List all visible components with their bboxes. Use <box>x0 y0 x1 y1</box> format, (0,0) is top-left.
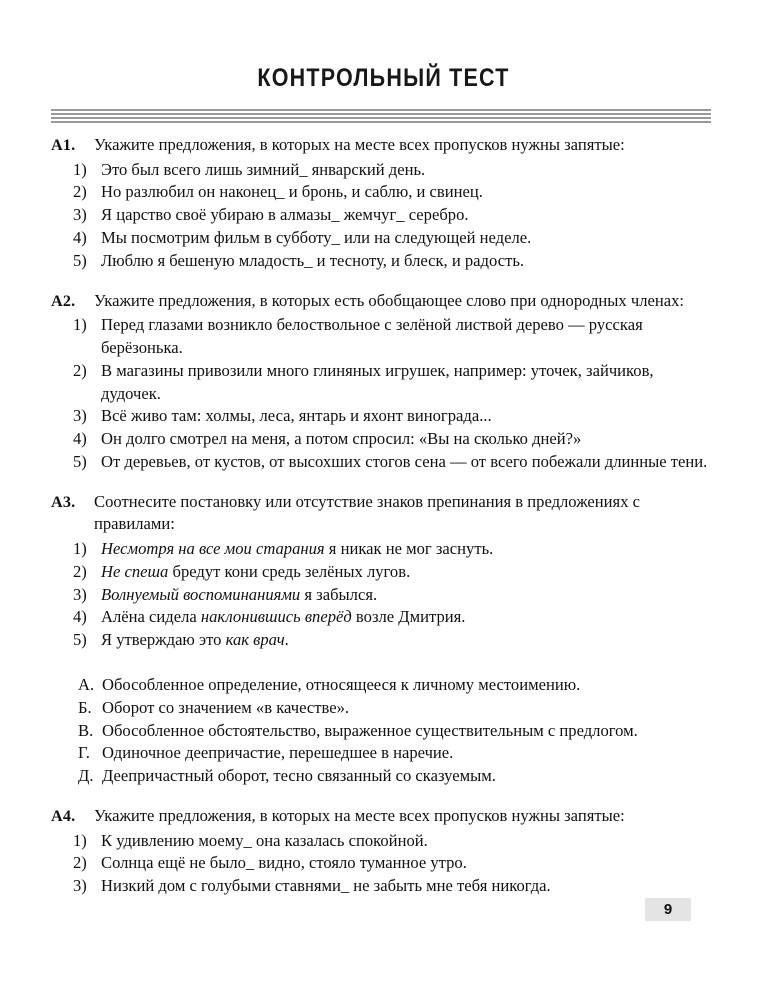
question-block-a1 <box>51 134 711 273</box>
option-number: 1) <box>73 315 87 335</box>
question-a1-heading <box>51 134 711 157</box>
option-number: 3) <box>73 205 87 225</box>
rule-text: Обособленное определение, относящееся к личному местоимению. <box>102 674 581 694</box>
rule-text: Обособленное обстоятельство, выраженное существительным с предлогом. <box>102 720 638 740</box>
option-number: 4) <box>73 429 87 449</box>
option-number: 3) <box>73 406 87 426</box>
option-text-italic: Несмотря на все мои старания <box>101 538 325 558</box>
option-item[interactable] <box>51 405 711 428</box>
page-number: 9 <box>663 901 673 918</box>
question-a3-options <box>51 538 711 652</box>
option-number: 2) <box>73 561 87 581</box>
option-number: 2) <box>73 360 87 380</box>
option-text: Мы посмотрим фильм в субботу_ или на следующей неделе. <box>101 227 532 247</box>
rule-item[interactable] <box>51 765 711 788</box>
option-text-italic: наклонившись вперёд <box>200 607 352 627</box>
option-number: 1) <box>73 538 87 558</box>
option-item[interactable] <box>51 250 711 273</box>
option-text: Но разлюбил он наконец_ и бронь, и саблю, и свинец. <box>101 182 483 202</box>
option-text: . <box>284 630 289 650</box>
option-text-pre: Алёна сидела <box>101 607 201 627</box>
option-item[interactable] <box>51 360 711 406</box>
question-block-a2 <box>51 290 711 474</box>
option-number: 5) <box>73 451 87 471</box>
option-text: От деревьев, от кустов, от высохших стогов сена — от всего побежали длинные тени. <box>101 451 708 471</box>
rule-letter: А. <box>78 674 95 694</box>
option-item[interactable] <box>51 875 711 898</box>
option-number: 2) <box>73 853 87 873</box>
option-item[interactable] <box>51 451 711 474</box>
question-a3-rule-list <box>51 674 711 788</box>
question-a4-label: А4. <box>51 806 76 825</box>
option-item[interactable] <box>51 830 711 853</box>
test-content <box>51 134 711 898</box>
option-text: Солнца ещё не было_ видно, стояло туманное утро. <box>101 853 467 873</box>
option-text-italic: Не спеша <box>101 561 169 581</box>
divider-line-4 <box>51 121 711 123</box>
option-item[interactable] <box>51 584 711 607</box>
rules-gap <box>51 652 711 674</box>
option-text: я забылся. <box>300 584 378 604</box>
question-block-a3 <box>51 491 711 788</box>
option-text: Люблю я бешеную младость_ и тесноту, и блеск, и радость. <box>101 250 525 270</box>
option-number: 5) <box>73 250 87 270</box>
option-text-pre: Я утверждаю это <box>101 630 226 650</box>
rule-text: Деепричастный оборот, тесно связанный со сказуемым. <box>102 766 496 786</box>
option-item[interactable] <box>51 629 711 652</box>
question-a4-heading <box>51 805 711 828</box>
section-gap <box>51 273 711 290</box>
option-item[interactable] <box>51 227 711 250</box>
question-a3-label: А3. <box>51 492 76 511</box>
option-text: Перед глазами возникло белоствольное с зелёной листвой дерево — русская берёзонька. <box>101 315 643 357</box>
rule-letter: Б. <box>78 697 92 717</box>
rule-text: Одиночное деепричастие, перешедшее в наречие. <box>102 743 454 763</box>
option-item[interactable] <box>51 314 711 360</box>
title-divider-rule <box>51 109 711 123</box>
question-a3-heading <box>51 491 711 536</box>
question-a1-options <box>51 159 711 273</box>
option-number: 5) <box>73 630 87 650</box>
question-block-a4 <box>51 805 711 898</box>
option-text: Низкий дом с голубыми ставнями_ не забыть мне тебя никогда. <box>101 876 551 896</box>
option-number: 1) <box>73 159 87 179</box>
option-item[interactable] <box>51 181 711 204</box>
question-a2-options <box>51 314 711 474</box>
option-item[interactable] <box>51 159 711 182</box>
rule-text: Оборот со значением «в качестве». <box>102 697 350 717</box>
option-item[interactable] <box>51 561 711 584</box>
option-item[interactable] <box>51 852 711 875</box>
option-text: Он долго смотрел на меня, а потом спросил: «Вы на сколько дней?» <box>101 429 582 449</box>
divider-line-1 <box>51 109 711 111</box>
question-a4-options <box>51 830 711 898</box>
section-gap <box>51 788 711 805</box>
option-item[interactable] <box>51 538 711 561</box>
option-text: я никак не мог заснуть. <box>324 538 494 558</box>
rule-letter: В. <box>78 720 94 740</box>
page-title: КОНТРОЛЬНЫЙ ТЕСТ <box>257 64 510 92</box>
divider-line-3 <box>51 117 711 119</box>
option-number: 3) <box>73 584 87 604</box>
section-gap <box>51 474 711 491</box>
option-number: 4) <box>73 227 87 247</box>
option-text-italic: Волнуемый воспоминаниями <box>101 584 301 604</box>
question-a1-label: А1. <box>51 136 76 154</box>
rule-letter: Д. <box>78 766 94 786</box>
option-item[interactable] <box>51 204 711 227</box>
option-item[interactable] <box>51 606 711 629</box>
option-number: 3) <box>73 876 87 896</box>
rule-item[interactable] <box>51 674 711 697</box>
option-text: Это был всего лишь зимний_ январский день. <box>101 159 426 179</box>
page-number-chip <box>645 898 691 921</box>
option-text: К удивлению моему_ она казалась спокойной. <box>101 830 428 850</box>
question-a1-prompt: Укажите предложения, в которых на месте всех пропусков нужны запятые: <box>94 135 625 154</box>
option-text-italic: как врач <box>225 630 285 650</box>
option-text: В магазины привозили много глиняных игрушек, например: уточек, зайчиков, дудочек. <box>101 360 654 403</box>
option-text: Я царство своё убираю в алмазы_ жемчуг_ серебро. <box>101 205 469 225</box>
rule-item[interactable] <box>51 697 711 720</box>
divider-line-2 <box>51 113 711 115</box>
rule-item[interactable] <box>51 720 711 743</box>
option-number: 2) <box>73 182 87 202</box>
option-text: Всё живо там: холмы, леса, янтарь и яхонт винограда... <box>101 406 492 426</box>
question-a2-heading <box>51 290 711 313</box>
question-a2-label: А2. <box>51 291 76 310</box>
question-a4-prompt: Укажите предложения, в которых на месте всех пропусков нужны запятые: <box>94 805 625 825</box>
question-a3-prompt: Соотнесите постановку или отсутствие знаков препинания в предложениях с правилами: <box>94 491 641 534</box>
question-a2-prompt: Укажите предложения, в которых есть обобщающее слово при однородных членах: <box>94 290 685 310</box>
option-number: 4) <box>73 607 87 627</box>
option-text: возле Дмитрия. <box>351 607 466 627</box>
option-number: 1) <box>73 830 87 850</box>
option-text: бредут кони средь зелёных лугов. <box>168 561 411 581</box>
rule-item[interactable] <box>51 742 711 765</box>
option-item[interactable] <box>51 428 711 451</box>
rule-letter: Г. <box>78 743 90 763</box>
